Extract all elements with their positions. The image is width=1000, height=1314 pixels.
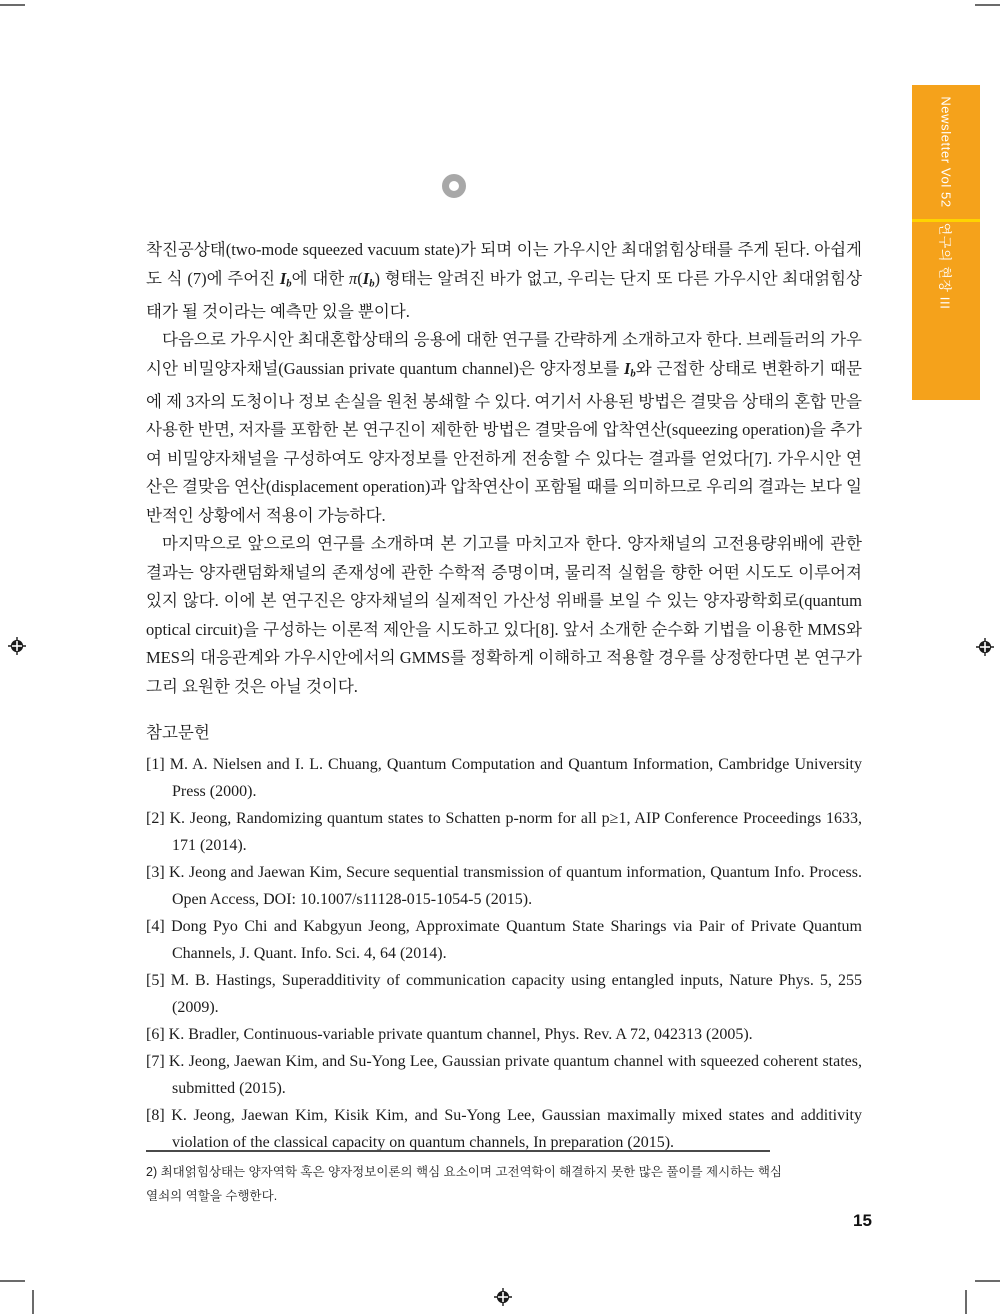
article-body [146, 236, 862, 1156]
body-paragraph: 다음으로 가우시안 최대혼합상태의 응용에 대한 연구를 간략하게 소개하고자 한다. 브레들러의 가우시안 비밀양자채널(Gaussian private quantum channel)은 양자정보를 Ib와 근접한 상태로 변환하기 때문에 제 3자의 도청이나 정보 손실을 원천 봉쇄할 수 있다. 여기서 사용된 방법은 결맞음 상태의 혼합 만을 사용한 반면, 저자를 포함한 본 연구진이 제한한 방법은 결맞음에 압착연산(squeezing operation)을 추가여 비밀양자채널을 구성하여도 양자정보를 안전하게 전송할 수 있다는 결과를 얻었다[7]. 가우시안 연산은 결맞음 연산(displacement operation)과 압착연산이 포함될 때를 의미하므로 우리의 결과는 보다 일반적인 상황에서 적용이 가능하다. [146, 330, 862, 525]
reference-item [146, 805, 862, 859]
reference-text: Dong Pyo Chi and Kabgyun Jeong, Approximate Quantum State Sharings via Pair of Private Quantum Channels, J. Quant. Info. Sci. 4, 64 (2014). [171, 918, 862, 963]
crop-mark-bottom-right-h [975, 1280, 1000, 1282]
body-paragraphs [146, 236, 862, 701]
reference-item [146, 1021, 862, 1048]
reference-item [146, 913, 862, 967]
reference-item [146, 967, 862, 1021]
reference-text: K. Jeong and Jaewan Kim, Secure sequential transmission of quantum information, Quantum Info. Process. Open Access, DOI: 10.1007/s11128-015-1054-5 (2015). [168, 864, 862, 909]
reference-item [146, 751, 862, 805]
registration-mark-icon [976, 638, 994, 656]
reference-item [146, 1048, 862, 1102]
references-heading: 참고문헌 [146, 723, 210, 743]
registration-mark-icon [8, 637, 26, 655]
reference-text: M. A. Nielsen and I. L. Chuang, Quantum Computation and Quantum Information, Cambridge University Press (2000). [169, 756, 863, 801]
reference-number: [1] [146, 756, 170, 774]
reference-number: [7] [146, 1053, 169, 1071]
tab-divider [912, 219, 980, 222]
body-paragraph: 마지막으로 앞으로의 연구를 소개하며 본 기고를 마치고자 한다. 양자채널의 고전용량위배에 관한 결과는 양자랜덤화채널의 존재성에 관한 수학적 증명이며, 물리적 실험을 향한 어떤 시도도 이루어져 있지 않다. 이에 본 연구진은 양자채널의 실제적인 가산성 위배를 보일 수 있는 양자광학회로(quantum optical circuit)을 구성하는 이론적 제안을 시도하고 있다[8]. 앞서 소개한 순수화 기법을 이용한 MMS와 MES의 대응관계와 가우시안에서의 GMMS를 정확하게 이해하고 적용할 경우를 상정한다면 본 연구가 그리 요원한 것은 아닐 것이다. [146, 534, 862, 696]
reference-text: K. Jeong, Jaewan Kim, and Su-Yong Lee, Gaussian private quantum channel with squeezed coherent states, submitted (2015). [168, 1053, 863, 1098]
footnote-text: 2) 최대얽힘상태는 양자역학 혹은 양자정보이론의 핵심 요소이며 고전역학이 해결하지 못한 많은 풀이를 제시하는 핵심 열쇠의 역할을 수행한다. [146, 1165, 782, 1203]
page-number: 15 [853, 1211, 872, 1230]
reference-number: [3] [146, 864, 169, 882]
reference-number: [2] [146, 810, 170, 828]
reference-text: K. Jeong, Jaewan Kim, Kisik Kim, and Su-Yong Lee, Gaussian maximally mixed states and additivity violation of the classical capacity on quantum channels, In preparation (2015). [171, 1107, 863, 1152]
tab-section-label: 연구의 현장 III [937, 222, 953, 310]
reference-number: [6] [146, 1026, 169, 1044]
reference-text: K. Bradler, Continuous-variable private quantum channel, Phys. Rev. A 72, 042313 (2005). [168, 1026, 753, 1044]
reference-item [146, 1102, 862, 1156]
crop-mark-bottom-right-v [965, 1290, 967, 1314]
crop-mark-bottom-left-h [0, 1280, 25, 1282]
reference-number: [8] [146, 1107, 172, 1125]
references-list [146, 751, 862, 1156]
reference-number: [5] [146, 972, 171, 990]
footnote-divider [146, 1150, 770, 1152]
crop-mark-top-right [975, 4, 1000, 6]
registration-mark-icon [494, 1288, 512, 1306]
crop-mark-top-left [0, 4, 25, 6]
crop-mark-bottom-left-v [32, 1290, 34, 1314]
reference-item [146, 859, 862, 913]
reference-number: [4] [146, 918, 172, 936]
sidebar-tab [912, 85, 980, 400]
body-paragraph: 착진공상태(two-mode squeezed vacuum state)가 되며 이는 가우시안 최대얽힘상태를 주게 된다. 아쉽게도 식 (7)에 주어진 Ib에 대한 π(Ib) 형태는 알려진 바가 없고, 우리는 단지 또 다른 가우시안 최대얽힘상태가 될 것이라는 예측만 있을 뿐이다. [146, 240, 862, 321]
tab-newsletter-label: Newsletter Vol 52 [938, 96, 954, 208]
reference-text: M. B. Hastings, Superadditivity of communication capacity using entangled inputs, Nature Phys. 5, 255 (2009). [170, 972, 862, 1017]
reference-text: K. Jeong, Randomizing quantum states to Schatten p-norm for all p≥1, AIP Conference Proceedings 1633, 171 (2014). [169, 810, 862, 855]
binder-hole-icon [442, 174, 466, 198]
